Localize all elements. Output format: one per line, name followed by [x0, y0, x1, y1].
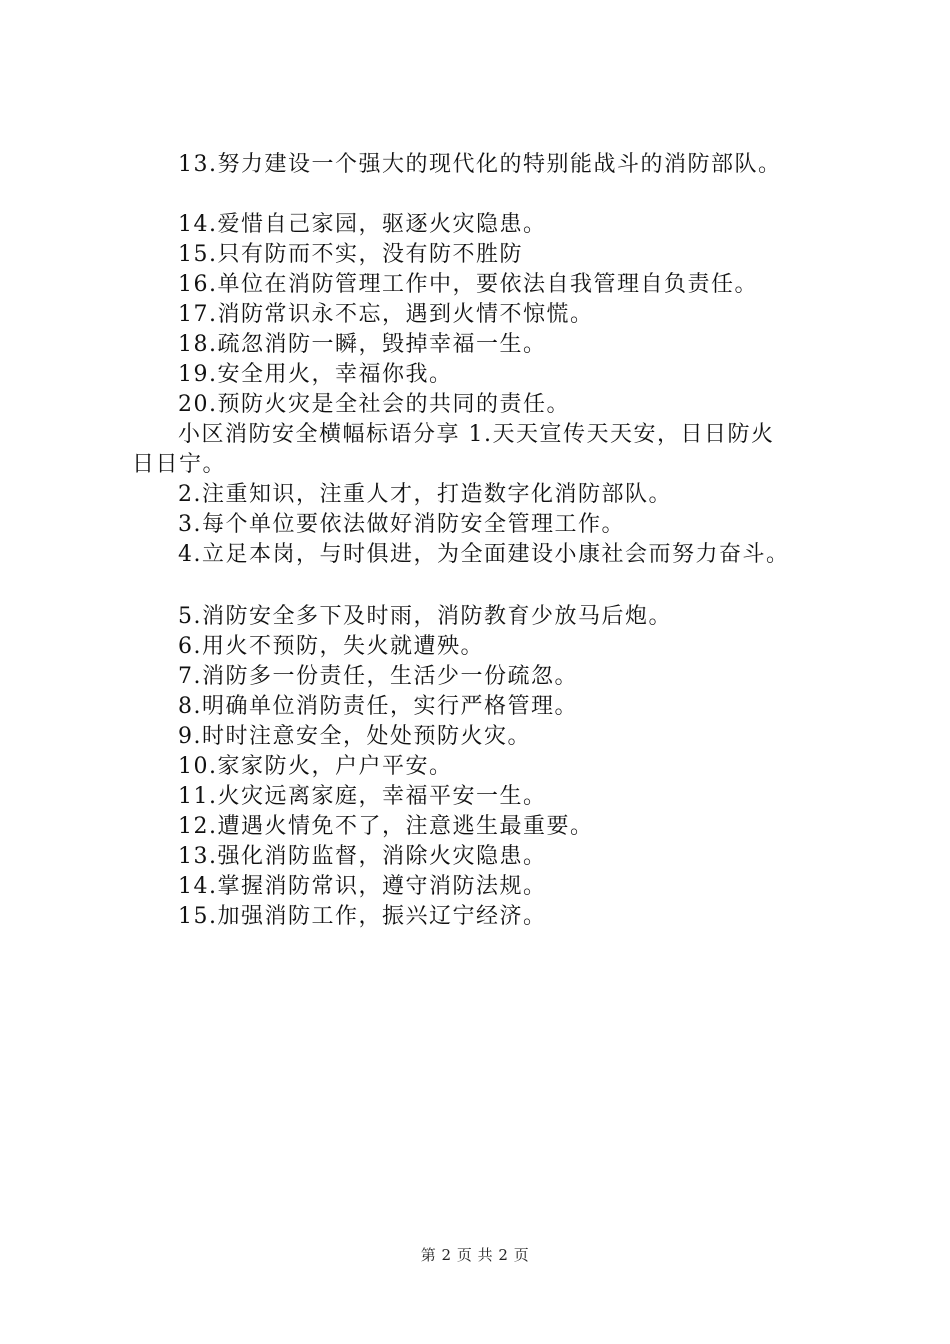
slogan-line: 8.明确单位消防责任，实行严格管理。	[178, 694, 578, 719]
section-heading-continuation: 日日宁。	[132, 452, 227, 477]
slogan-line: 3.每个单位要依法做好消防安全管理工作。	[178, 512, 625, 537]
slogan-line: 15.只有防而不实，没有防不胜防	[178, 242, 523, 267]
slogan-line: 18.疏忽消防一瞬，毁掉幸福一生。	[178, 332, 547, 357]
slogan-line: 16.单位在消防管理工作中，要依法自我管理自负责任。	[178, 272, 758, 297]
slogan-line: 2.注重知识，注重人才，打造数字化消防部队。	[178, 482, 672, 507]
slogan-line: 4.立足本岗，与时俱进，为全面建设小康社会而努力奋斗。	[178, 542, 790, 567]
slogan-line: 19.安全用火，幸福你我。	[178, 362, 453, 387]
slogan-line: 11.火灾远离家庭，幸福平安一生。	[178, 784, 547, 809]
slogan-line: 7.消防多一份责任，生活少一份疏忽。	[178, 664, 578, 689]
slogan-line: 5.消防安全多下及时雨，消防教育少放马后炮。	[178, 604, 672, 629]
page-number-footer: 第 2 页 共 2 页	[420, 1246, 530, 1264]
slogan-line: 13.努力建设一个强大的现代化的特别能战斗的消防部队。	[178, 152, 782, 177]
slogan-line: 15.加强消防工作，振兴辽宁经济。	[178, 904, 547, 929]
section-heading-line: 小区消防安全横幅标语分享 1.天天宣传天天安，日日防火	[178, 422, 775, 447]
slogan-line: 20.预防火灾是全社会的共同的责任。	[178, 392, 570, 417]
slogan-line: 12.遭遇火情免不了，注意逃生最重要。	[178, 814, 594, 839]
slogan-line: 17.消防常识永不忘，遇到火情不惊慌。	[178, 302, 594, 327]
slogan-line: 14.爱惜自己家园，驱逐火灾隐患。	[178, 212, 547, 237]
slogan-line: 9.时时注意安全，处处预防火灾。	[178, 724, 531, 749]
slogan-line: 13.强化消防监督，消除火灾隐患。	[178, 844, 547, 869]
slogan-line: 14.掌握消防常识，遵守消防法规。	[178, 874, 547, 899]
slogan-line: 10.家家防火，户户平安。	[178, 754, 453, 779]
slogan-line: 6.用火不预防，失火就遭殃。	[178, 634, 484, 659]
